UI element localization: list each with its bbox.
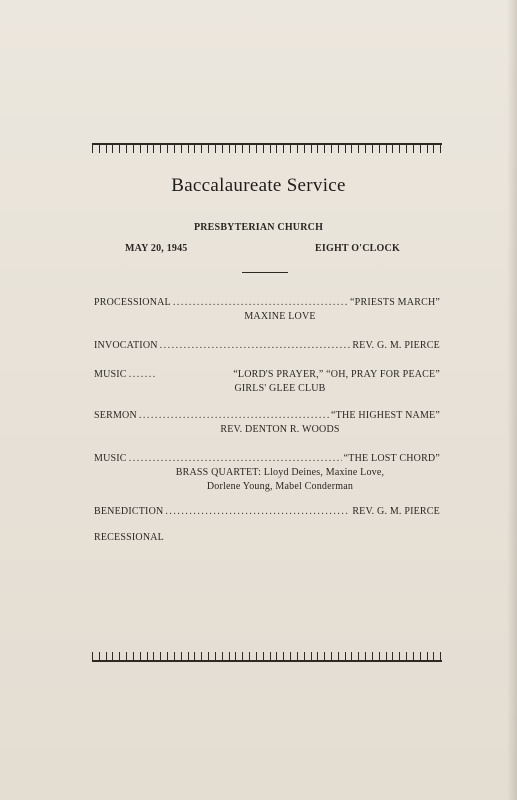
border-tick (133, 652, 134, 662)
border-tick (215, 143, 216, 153)
leader-dots (165, 506, 350, 517)
border-tick (420, 652, 421, 662)
border-tick (433, 652, 434, 662)
item-label: RECESSIONAL (94, 532, 164, 543)
page-title: Baccalaureate Service (171, 175, 346, 196)
border-tick (413, 652, 414, 662)
item-value: REV. G. M. PIERCE (352, 506, 440, 517)
item-label: MUSIC (94, 369, 127, 380)
border-tick (345, 652, 346, 662)
border-tick (140, 143, 141, 153)
border-tick (160, 652, 161, 662)
border-tick (147, 652, 148, 662)
border-tick (311, 143, 312, 153)
border-tick (160, 143, 161, 153)
top-decorative-border (92, 143, 442, 153)
border-tick (372, 143, 373, 153)
border-tick (263, 143, 264, 153)
item-label: INVOCATION (94, 340, 158, 351)
border-tick (413, 143, 414, 153)
border-tick (92, 143, 93, 153)
divider (242, 272, 288, 273)
border-tick (140, 652, 141, 662)
program-item-music-2 (94, 453, 440, 464)
border-tick (358, 652, 359, 662)
item-label: MUSIC (94, 453, 127, 464)
border-tick (345, 143, 346, 153)
border-tick (181, 143, 182, 153)
border-tick (153, 143, 154, 153)
border-tick (324, 652, 325, 662)
program-item-invocation (94, 340, 440, 351)
border-tick (229, 143, 230, 153)
border-tick (99, 652, 100, 662)
border-tick (392, 652, 393, 662)
church-name: PRESBYTERIAN CHURCH (193, 222, 324, 233)
border-tick (276, 652, 277, 662)
border-tick (229, 652, 230, 662)
border-tick (106, 652, 107, 662)
border-tick (167, 652, 168, 662)
music-2-performers-line-2: Dorlene Young, Mabel Conderman (206, 481, 354, 492)
border-tick (188, 143, 189, 153)
border-tick (112, 652, 113, 662)
border-tick (119, 652, 120, 662)
border-tick (92, 652, 93, 662)
border-tick (372, 652, 373, 662)
border-tick (399, 652, 400, 662)
border-tick (215, 652, 216, 662)
border-tick (201, 652, 202, 662)
border-tick (427, 143, 428, 153)
border-tick (351, 143, 352, 153)
item-value: “PRIESTS MARCH” (350, 297, 440, 308)
item-label: BENEDICTION (94, 506, 164, 517)
border-tick (406, 652, 407, 662)
border-tick (440, 143, 441, 153)
leader-dots (160, 340, 351, 351)
border-tick (126, 652, 127, 662)
border-tick (276, 143, 277, 153)
program-item-sermon (94, 410, 440, 421)
border-tick (194, 652, 195, 662)
border-tick (256, 652, 257, 662)
service-date: MAY 20, 1945 (125, 243, 188, 254)
program-item-benediction (94, 506, 440, 517)
border-tick (433, 143, 434, 153)
border-tick (181, 652, 182, 662)
border-tick (304, 143, 305, 153)
border-tick (399, 143, 400, 153)
leader-dots (139, 410, 329, 421)
border-tick (112, 143, 113, 153)
item-value: “THE LOST CHORD” (343, 453, 440, 464)
program-item-processional (94, 297, 440, 308)
border-tick (338, 143, 339, 153)
border-tick (379, 652, 380, 662)
border-tick (317, 652, 318, 662)
border-tick (256, 143, 257, 153)
border-tick (386, 652, 387, 662)
border-tick (99, 143, 100, 153)
bottom-decorative-border (92, 652, 442, 662)
leader-dots (129, 453, 342, 464)
border-tick (331, 652, 332, 662)
border-tick (153, 652, 154, 662)
border-tick (188, 652, 189, 662)
border-tick (263, 652, 264, 662)
border-tick (174, 652, 175, 662)
border-tick (208, 652, 209, 662)
item-value: “LORD'S PRAYER,” “OH, PRAY FOR PEACE” (233, 369, 440, 380)
border-tick (365, 652, 366, 662)
border-tick (167, 143, 168, 153)
item-label: PROCESSIONAL (94, 297, 171, 308)
border-tick (427, 652, 428, 662)
music-1-performer: GIRLS' GLEE CLUB (234, 383, 326, 394)
border-tick (358, 143, 359, 153)
border-tick (270, 143, 271, 153)
service-time: EIGHT O'CLOCK (315, 243, 400, 254)
border-tick (235, 652, 236, 662)
border-tick (324, 143, 325, 153)
border-tick (290, 143, 291, 153)
border-tick (406, 143, 407, 153)
border-tick (304, 652, 305, 662)
border-tick (270, 652, 271, 662)
border-tick (386, 143, 387, 153)
program-item-music-1 (94, 369, 440, 380)
border-tick (331, 143, 332, 153)
border-tick (126, 143, 127, 153)
border-tick (283, 143, 284, 153)
border-tick (174, 143, 175, 153)
border-tick (249, 143, 250, 153)
program-item-recessional (94, 532, 440, 543)
border-tick (351, 652, 352, 662)
border-tick (133, 143, 134, 153)
border-tick (106, 143, 107, 153)
border-tick (249, 652, 250, 662)
border-tick (235, 143, 236, 153)
border-tick (311, 652, 312, 662)
item-value: REV. G. M. PIERCE (352, 340, 440, 351)
border-tick (283, 652, 284, 662)
border-tick (420, 143, 421, 153)
border-tick (338, 652, 339, 662)
border-tick (290, 652, 291, 662)
leader-dots (129, 369, 157, 380)
border-tick (208, 143, 209, 153)
border-tick (379, 143, 380, 153)
sermon-speaker: REV. DENTON R. WOODS (220, 424, 340, 435)
border-tick (147, 143, 148, 153)
border-tick (222, 652, 223, 662)
music-2-performers-line-1: BRASS QUARTET: Lloyd Deines, Maxine Love, (175, 467, 385, 478)
border-tick (392, 143, 393, 153)
border-tick (317, 143, 318, 153)
border-tick (242, 143, 243, 153)
border-tick (365, 143, 366, 153)
border-tick (222, 143, 223, 153)
processional-performer: MAXINE LOVE (244, 311, 316, 322)
border-tick (194, 143, 195, 153)
border-tick (297, 652, 298, 662)
border-tick (201, 143, 202, 153)
border-tick (242, 652, 243, 662)
border-tick (119, 143, 120, 153)
item-value: “THE HIGHEST NAME” (331, 410, 440, 421)
leader-dots (173, 297, 348, 308)
border-tick (297, 143, 298, 153)
item-label: SERMON (94, 410, 137, 421)
border-tick (440, 652, 441, 662)
